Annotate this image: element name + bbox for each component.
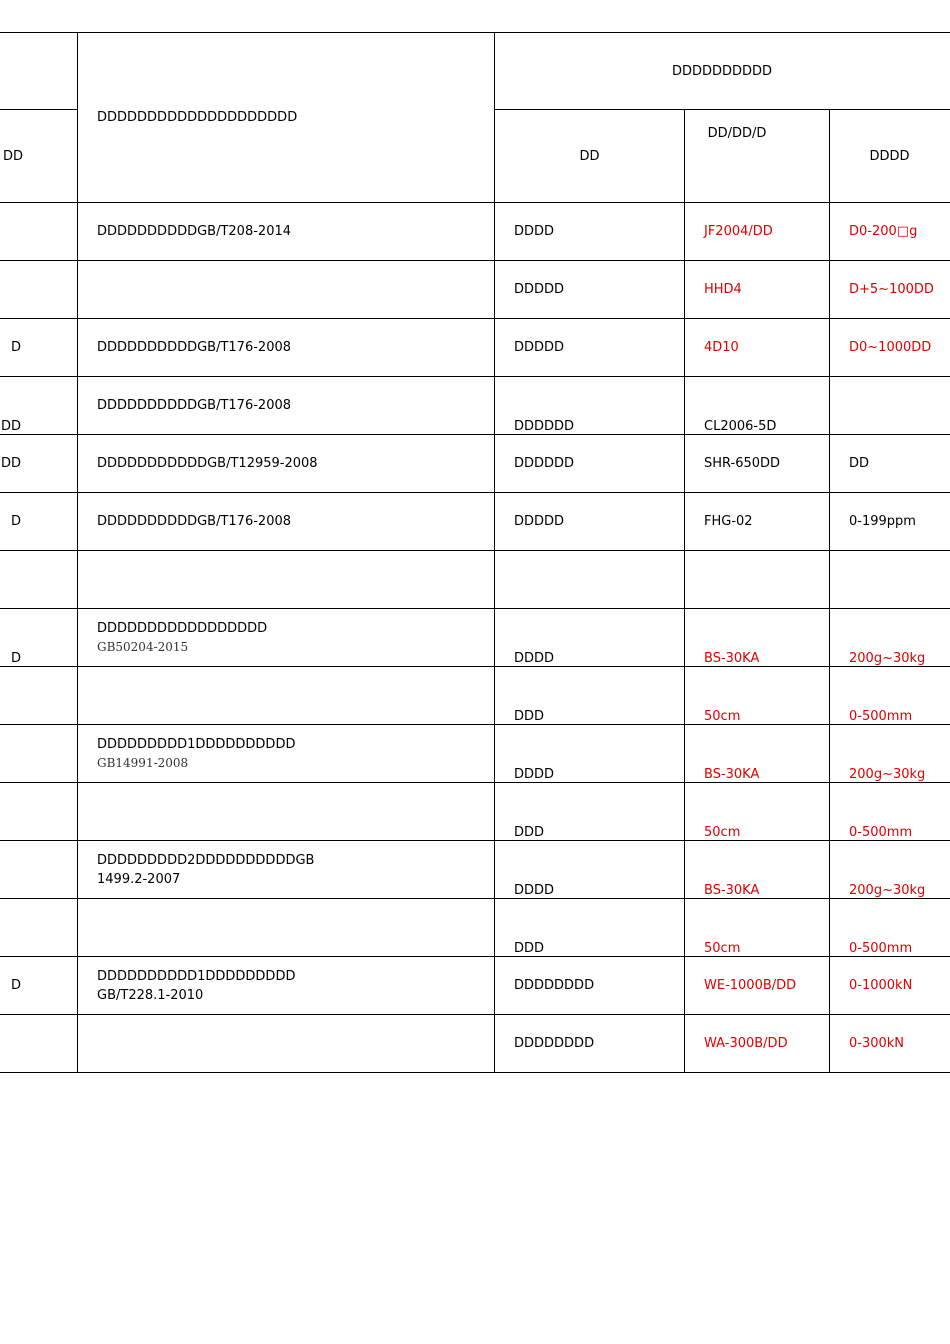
row-range-cell (830, 1015, 950, 1073)
row-range-cell (830, 725, 950, 783)
row-range: 0-199ppm (849, 514, 916, 529)
row-model-cell (685, 899, 830, 957)
row-category-cell (0, 377, 78, 435)
row-range-cell (830, 899, 950, 957)
row-range: DD (849, 456, 870, 471)
row-name-cell (495, 841, 685, 899)
row-standard-line: DDDDDDDDD1DDDDDDDDDD (97, 736, 296, 752)
row-standard-cell (78, 377, 495, 435)
row-category-cell (0, 957, 78, 1015)
row-standard-cell (78, 609, 495, 667)
row-range: 0-500mm (849, 941, 913, 956)
table-row (0, 203, 950, 261)
header-row-1 (0, 33, 950, 110)
table-row (0, 783, 950, 841)
row-model-cell (685, 957, 830, 1015)
row-model-cell (685, 667, 830, 725)
row-range-cell (830, 319, 950, 377)
row-category-cell (0, 435, 78, 493)
row-standard-line: DDDDDDDDDDGB/T176-2008 (97, 340, 292, 355)
row-name-cell (495, 203, 685, 261)
row-standard-cell (78, 551, 495, 609)
row-model-cell (685, 377, 830, 435)
row-model: 50cm (704, 941, 741, 956)
row-name: DDDDDD (514, 456, 575, 471)
row-name: DDDD (514, 224, 555, 239)
row-category: D (10, 514, 21, 529)
row-standard-cell (78, 319, 495, 377)
row-range: D0~1000DD (849, 340, 932, 355)
table-row (0, 609, 950, 667)
row-standard-line: DDDDDDDDDDGB/T208-2014 (97, 224, 292, 239)
row-range: 0-500mm (849, 825, 913, 840)
row-model: FHG-02 (704, 514, 753, 529)
row-range: 200g~30kg (849, 883, 926, 898)
row-standard-line: GB50204-2015 (97, 639, 189, 654)
row-name-cell (495, 493, 685, 551)
row-standard-cell (78, 725, 495, 783)
row-range: D0-200□g (849, 224, 918, 239)
row-model-cell (685, 1015, 830, 1073)
row-category-cell (0, 493, 78, 551)
row-range-cell (830, 841, 950, 899)
row-standard-line: GB14991-2008 (97, 755, 189, 770)
row-standard-line: GB/T228.1-2010 (97, 987, 204, 1003)
header-name (495, 110, 685, 203)
row-model: WE-1000B/DD (704, 978, 797, 993)
row-range-cell (830, 957, 950, 1015)
row-model: 4D10 (704, 340, 739, 355)
header-group-label: DDDDDDDDDD (671, 63, 773, 79)
row-standard-cell (78, 493, 495, 551)
row-name-cell (495, 899, 685, 957)
row-standard-line: DDDDDDDDDDDDDDDDD (97, 620, 268, 636)
row-name: DDDDD (514, 514, 565, 529)
row-name: DDDD (514, 767, 555, 782)
row-category-cell (0, 783, 78, 841)
row-range-cell (830, 377, 950, 435)
row-model: 50cm (704, 825, 741, 840)
table-row (0, 725, 950, 783)
row-name: DDDDDD (514, 419, 575, 434)
row-standard-cell (78, 783, 495, 841)
instrument-table (0, 32, 950, 1073)
row-standard-cell (78, 261, 495, 319)
row-range-cell (830, 203, 950, 261)
row-name: DDDDD (514, 340, 565, 355)
table-row (0, 493, 950, 551)
row-model: HHD4 (704, 282, 742, 297)
row-name: DDDDDDDD (514, 1036, 595, 1051)
row-model-cell (685, 203, 830, 261)
row-name: DDDDDDDD (514, 978, 595, 993)
row-category-cell (0, 609, 78, 667)
row-model-cell (685, 551, 830, 609)
row-name-cell (495, 319, 685, 377)
table-row (0, 377, 950, 435)
row-standard-line: 1499.2-2007 (97, 871, 181, 887)
row-category-cell (0, 841, 78, 899)
header-col0-sub-label: DD (3, 148, 24, 164)
row-name-cell (495, 551, 685, 609)
row-name: DDD (514, 709, 545, 724)
header-model-label: DD/DD/D (707, 126, 767, 141)
row-category-cell (0, 261, 78, 319)
row-model-cell (685, 783, 830, 841)
header-col0-sub (0, 110, 78, 203)
row-range: 0-1000kN (849, 978, 913, 993)
row-category: D (10, 978, 21, 993)
row-category-cell (0, 551, 78, 609)
header-model (685, 110, 830, 203)
row-name: DDDDD (514, 282, 565, 297)
row-range-cell (830, 435, 950, 493)
header-col0-top (0, 33, 78, 110)
row-model: BS-30KA (704, 883, 760, 898)
row-range-cell (830, 609, 950, 667)
row-standard-line: DDDDDDDDDDGB/T176-2008 (97, 514, 292, 529)
header-standard-label: DDDDDDDDDDDDDDDDDDDD (97, 110, 298, 125)
row-name-cell (495, 1015, 685, 1073)
row-standard-line: DDDDDDDDD2DDDDDDDDDDGB (97, 852, 315, 868)
row-category: DD (0, 419, 21, 434)
row-model-cell (685, 319, 830, 377)
row-standard-cell (78, 1015, 495, 1073)
row-name: DDD (514, 825, 545, 840)
row-model-cell (685, 435, 830, 493)
row-category-cell (0, 1015, 78, 1073)
row-name-cell (495, 609, 685, 667)
table-row (0, 667, 950, 725)
row-range: 0-300kN (849, 1036, 905, 1051)
row-standard-cell (78, 203, 495, 261)
row-range: 200g~30kg (849, 651, 926, 666)
row-name-cell (495, 667, 685, 725)
header-group (495, 33, 950, 110)
row-model-cell (685, 261, 830, 319)
row-name: DDDD (514, 651, 555, 666)
row-model-cell (685, 493, 830, 551)
table-row (0, 319, 950, 377)
row-standard-cell (78, 435, 495, 493)
table-row (0, 841, 950, 899)
row-category: DD (0, 456, 21, 471)
row-category-cell (0, 725, 78, 783)
row-name-cell (495, 957, 685, 1015)
row-standard-cell (78, 957, 495, 1015)
row-model-cell (685, 725, 830, 783)
row-category: D (10, 340, 21, 355)
table-row (0, 435, 950, 493)
row-standard-line: DDDDDDDDDDDGB/T12959-2008 (97, 456, 318, 471)
row-model: 50cm (704, 709, 741, 724)
table-row (0, 899, 950, 957)
table-row (0, 261, 950, 319)
row-range-cell (830, 551, 950, 609)
row-name-cell (495, 435, 685, 493)
row-range: 0-500mm (849, 709, 913, 724)
header-range-label: DDDD (869, 148, 910, 164)
row-category: D (10, 651, 21, 666)
row-model: JF2004/DD (704, 224, 773, 239)
row-name: DDDD (514, 883, 555, 898)
row-range-cell (830, 783, 950, 841)
row-name-cell (495, 783, 685, 841)
table-row (0, 1015, 950, 1073)
row-category-cell (0, 899, 78, 957)
row-standard-cell (78, 841, 495, 899)
row-standard-cell (78, 899, 495, 957)
row-standard-line: DDDDDDDDDDGB/T176-2008 (97, 398, 292, 413)
row-standard-cell (78, 667, 495, 725)
row-standard-line: DDDDDDDDDD1DDDDDDDDD (97, 968, 296, 984)
row-category-cell (0, 319, 78, 377)
row-model: SHR-650DD (704, 456, 781, 471)
header-range (830, 110, 950, 203)
row-category-cell (0, 203, 78, 261)
table-row (0, 551, 950, 609)
header-name-label: DD (579, 148, 600, 164)
header-standard (78, 33, 495, 203)
row-model: WA-300B/DD (704, 1036, 788, 1051)
row-model: CL2006-5D (704, 419, 777, 434)
row-category-cell (0, 667, 78, 725)
row-range: 200g~30kg (849, 767, 926, 782)
row-range-cell (830, 493, 950, 551)
row-range-cell (830, 261, 950, 319)
row-name-cell (495, 725, 685, 783)
row-range: D+5~100DD (849, 282, 934, 297)
row-name-cell (495, 377, 685, 435)
row-model: BS-30KA (704, 651, 760, 666)
row-model: BS-30KA (704, 767, 760, 782)
row-name-cell (495, 261, 685, 319)
row-model-cell (685, 841, 830, 899)
row-range-cell (830, 667, 950, 725)
table-row (0, 957, 950, 1015)
row-model-cell (685, 609, 830, 667)
row-name: DDD (514, 941, 545, 956)
